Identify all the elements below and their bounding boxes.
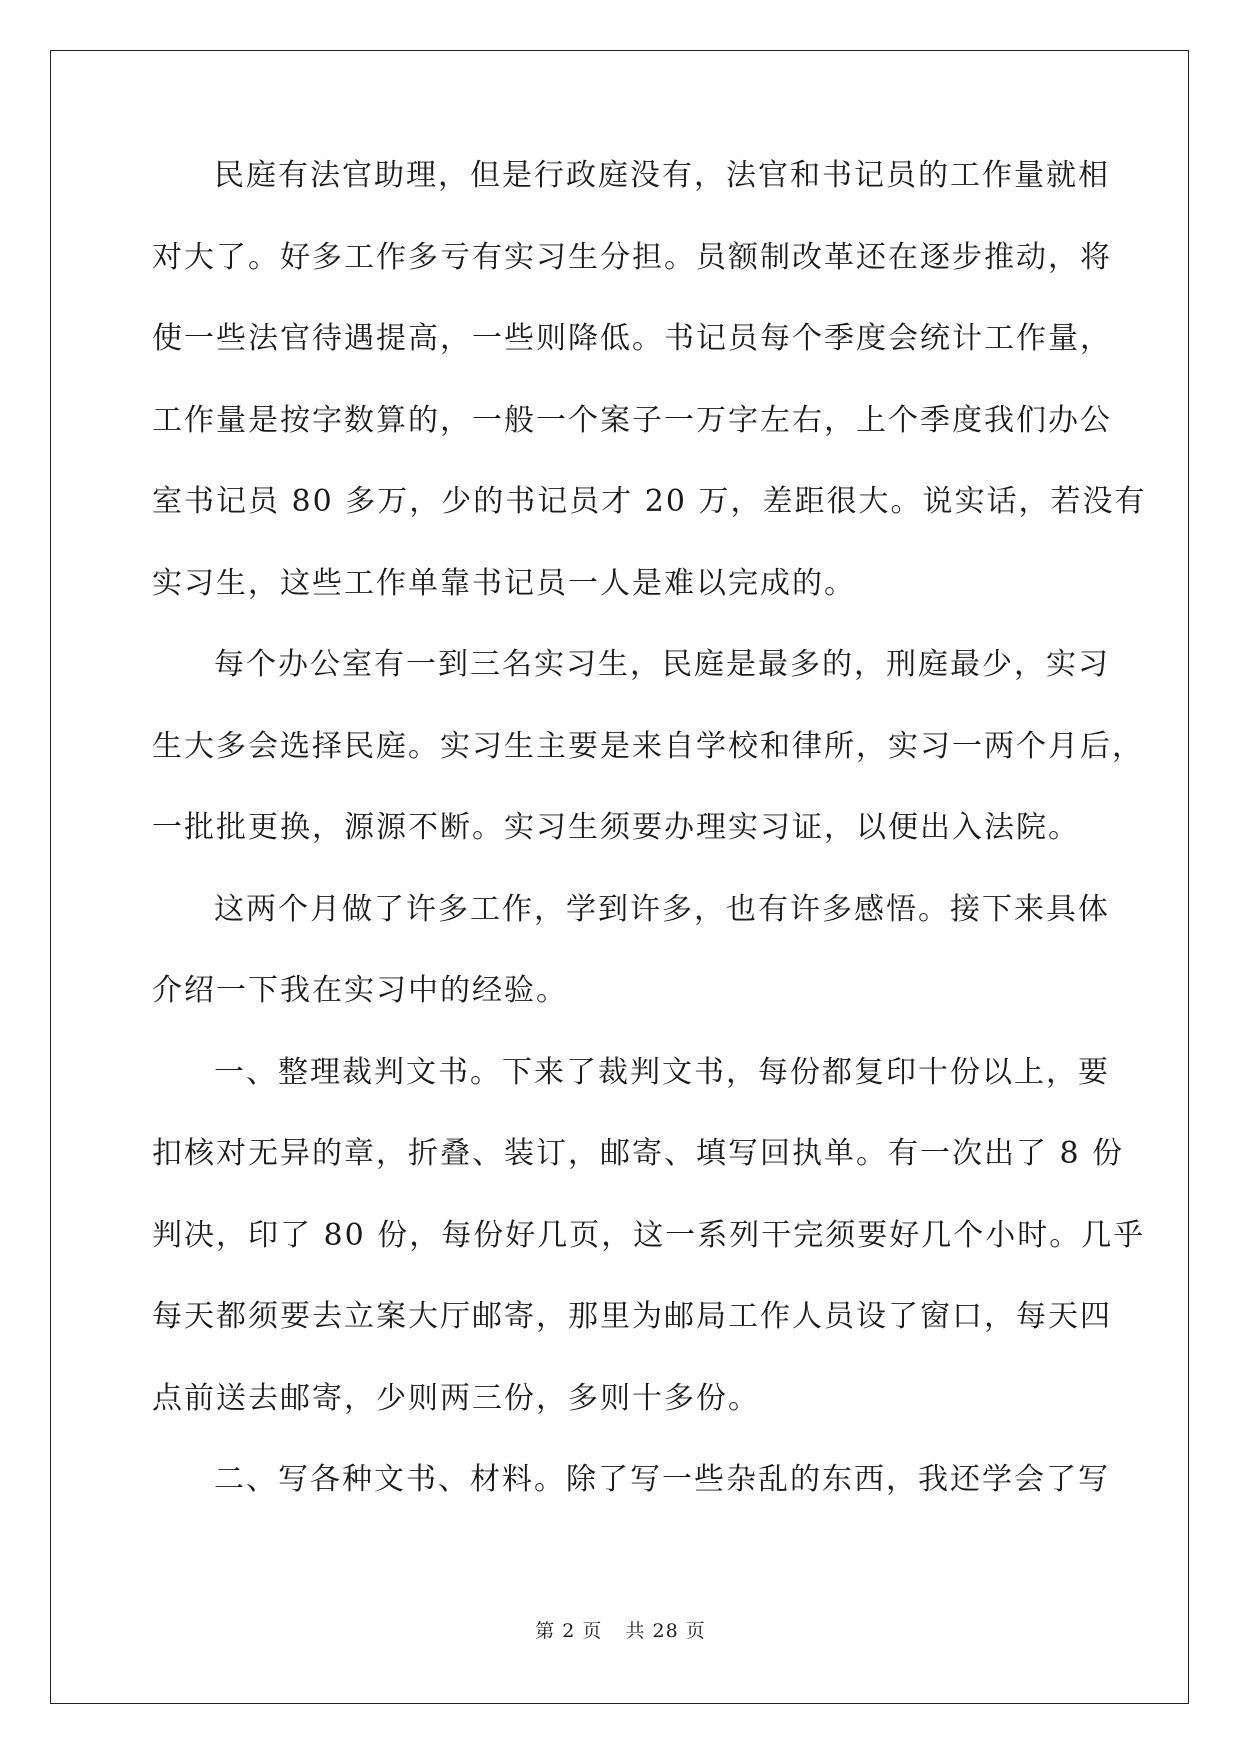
text-line: 介绍一下我在实习中的经验。 [152, 973, 568, 1008]
page-footer [0, 1616, 1241, 1643]
text-line: 扣核对无异的章，折叠、装订，邮寄、填写回执单。有一次出了 8 份 [152, 1136, 1125, 1171]
document-body [152, 158, 1147, 1544]
text-line: 生大多会选择民庭。实习生主要是来自学校和律所，实习一两个月后， [152, 728, 1144, 764]
text-line: 点前送去邮寄，少则两三份，多则十多份。 [152, 1380, 760, 1416]
text-line: 一、整理裁判文书。下来了裁判文书，每份都复印十份以上，要 [214, 1054, 1110, 1090]
text-line: 工作量是按字数算的，一般一个案子一万字左右，上个季度我们办公 [152, 402, 1112, 438]
page-number: 第 2 页 [535, 1620, 603, 1642]
text-line: 民庭有法官助理，但是行政庭没有，法官和书记员的工作量就相 [214, 158, 1110, 193]
text-line: 判决，印了 80 份，每份好几页，这一系列干完须要好几个小时。几乎 [152, 1217, 1146, 1253]
text-line: 每个办公室有一到三名实习生，民庭是最多的，刑庭最少，实习 [214, 647, 1110, 682]
text-line: 对大了。好多工作多亏有实习生分担。员额制改革还在逐步推动，将 [152, 239, 1112, 275]
page-total: 共 28 页 [625, 1620, 706, 1642]
text-line: 一批批更换，源源不断。实习生须要办理实习证，以便出入法院。 [152, 810, 1080, 845]
text-line: 使一些法官待遇提高，一些则降低。书记员每个季度会统计工作量， [152, 321, 1112, 356]
text-line: 二、写各种文书、材料。除了写一些杂乱的东西，我还学会了写 [214, 1462, 1110, 1497]
text-line: 这两个月做了许多工作，学到许多，也有许多感悟。接下来具体 [214, 891, 1110, 927]
text-line: 实习生，这些工作单靠书记员一人是难以完成的。 [152, 565, 856, 601]
text-line: 室书记员 80 多万，少的书记员才 20 万，差距很大。说实话，若没有 [152, 484, 1147, 519]
text-line: 每天都须要去立案大厅邮寄，那里为邮局工作人员设了窗口，每天四 [152, 1299, 1112, 1334]
